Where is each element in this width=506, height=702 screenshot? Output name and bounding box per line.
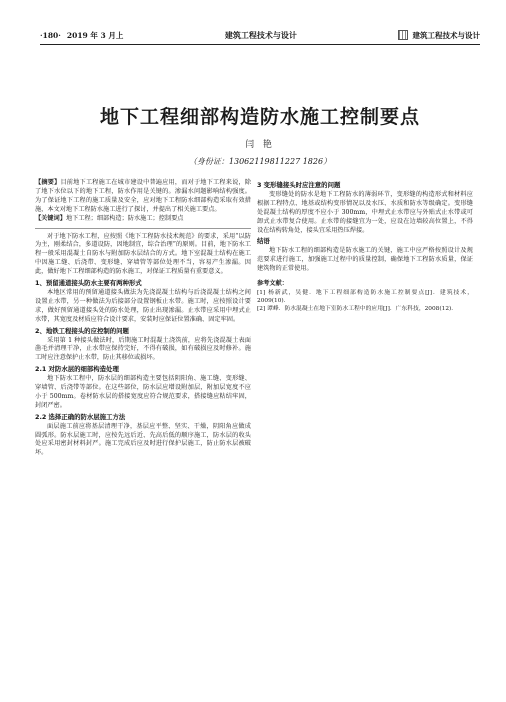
section-heading: 结语 [257,237,270,246]
author-name: 闫 艳 [245,140,275,150]
section-heading: 3 变形缝接头时应注意的问题 [257,181,341,189]
section-heading: 2、地铁工程接头的应控制的问题 [35,326,129,335]
abstract-divider [35,228,251,229]
article-title: 地下工程细部构造防水施工控制要点 [99,106,420,128]
body-paragraph: 地下防水工程中，防水层的细部构造主要包括阴阳角、施工缝、变形缝、穿墙管、后浇带等部位。在这些部位，防水层应增设附加层，附加层宽度不应小于 500mm。卷材防水层的搭接宽度应符合规范要求，搭接缝应粘结牢固，封闭严密。 [35,375,251,409]
right-column [257,179,473,313]
abstract-label: 【摘要】 [35,179,61,186]
header-rule [40,44,480,45]
issue-date: 2019 年 3 月上 [66,30,124,40]
section-heading: 1、预留通道接头防水主要有两种形式 [35,279,142,288]
body-paragraph: 对于地下防水工程，应按照《地下工程防水技术规范》的要求，采用“以防为主，刚柔结合，多道设防，因地制宜，综合治理”的原则。目前，地下防水工程一般采用混凝土自防水与附加防水层结合的方式。地下室混凝土结构在施工中因施工缝、后浇带、变形缝、穿墙管等部位处理不当，容易产生渗漏。因此，做好地下工程细部构造的防水施工，对保证工程质量有重要意义。 [35,232,251,276]
reference-item: [2] 谭峰．防水混凝土在地下室防水工程中的应用[J]．广东科技，2008(12)． [257,305,458,312]
keywords-label: 【关键词】 [35,214,66,222]
running-header [40,28,480,42]
journal-name: 建筑工程技术与设计 [224,29,297,40]
page-number: ·180· [40,30,61,40]
column-category: 建筑工程技术与设计 [412,30,480,40]
body-paragraph: 面层施工前应将基层清理干净，基层应平整、坚实、干燥，阴阳角应做成圆弧形。防水层施工时，应按先远后近、先高后低的顺序施工，防水层的收头处应采用密封材料封严。施工完成后应及时进行保护层施工，防止防水层被破坏。 [35,422,251,457]
journal-logo-icon [398,30,408,40]
keywords-text: 地下工程；细部构造；防水施工；控制要点 [65,214,184,222]
body-paragraph: 采用第 1 种接头做法时，后期施工时混凝土浇筑前，应将先浇混凝土表面凿毛并清理干净，止水带应保持完好，不得有破损，如有破损应及时修补。施工时应注意保护止水带，防止其移位或损坏。 [35,336,251,362]
body-paragraph: 本地区常用的预留通道接头做法为先浇混凝土结构与后浇混凝土结构之间设置止水带，另一种做法为后接部分设置钢板止水带。施工时，应按照设计要求，做好预留通道接头处的防水处理，防止出现渗漏。止水带应采用中埋式止水带，其宽度及材质应符合设计要求，安装时应保证位置准确、固定牢固。 [35,288,251,323]
body-paragraph: 变形缝处的防水是地下工程防水的薄弱环节，变形缝的构造形式和材料应根据工程特点、地基或结构变形情况以及水压、水质和防水等级确定。变形缝处混凝土结构的厚度不应小于 300mm，中埋式止水带应与外贴式止水带或可卸式止水带复合使用。止水带的接缝宜为一处，应设在边墙较高位置上，不得设在结构转角处，接头宜采用热压焊接。 [257,190,473,234]
abstract-text: 目前地下工程施工在城市建设中普遍应用，而对于地下工程来说，除了地下水位以下的地下工程，防水作用是关键的。渗漏水问题影响结构强度。为了保证地下工程的施工质量及安全，应对地下工程防水细部构造采取有效措施，本文对地下工程防水施工进行了探讨，并提出了相关施工要点。 [35,179,252,213]
body-paragraph: 地下防水工程的细部构造是防水施工的关键，施工中应严格按照设计及规范要求进行施工，加强施工过程中的质量控制，确保地下工程防水质量，保证建筑物的正常使用。 [257,247,473,273]
reference-item: [1] 杨新武，吴健．地下工程细部构造防水施工控制要点[J]．建筑技术，2009(10)． [257,289,473,304]
abstract [35,179,251,224]
references-title: 参考文献： [257,280,288,288]
left-column [35,179,251,458]
section-heading: 2.2 选择正确的防水层施工方法 [35,412,126,421]
author-id: （身份证：13062119811227 1826） [188,157,332,166]
section-heading: 2.1 对防水层的细部构造处理 [35,365,119,374]
